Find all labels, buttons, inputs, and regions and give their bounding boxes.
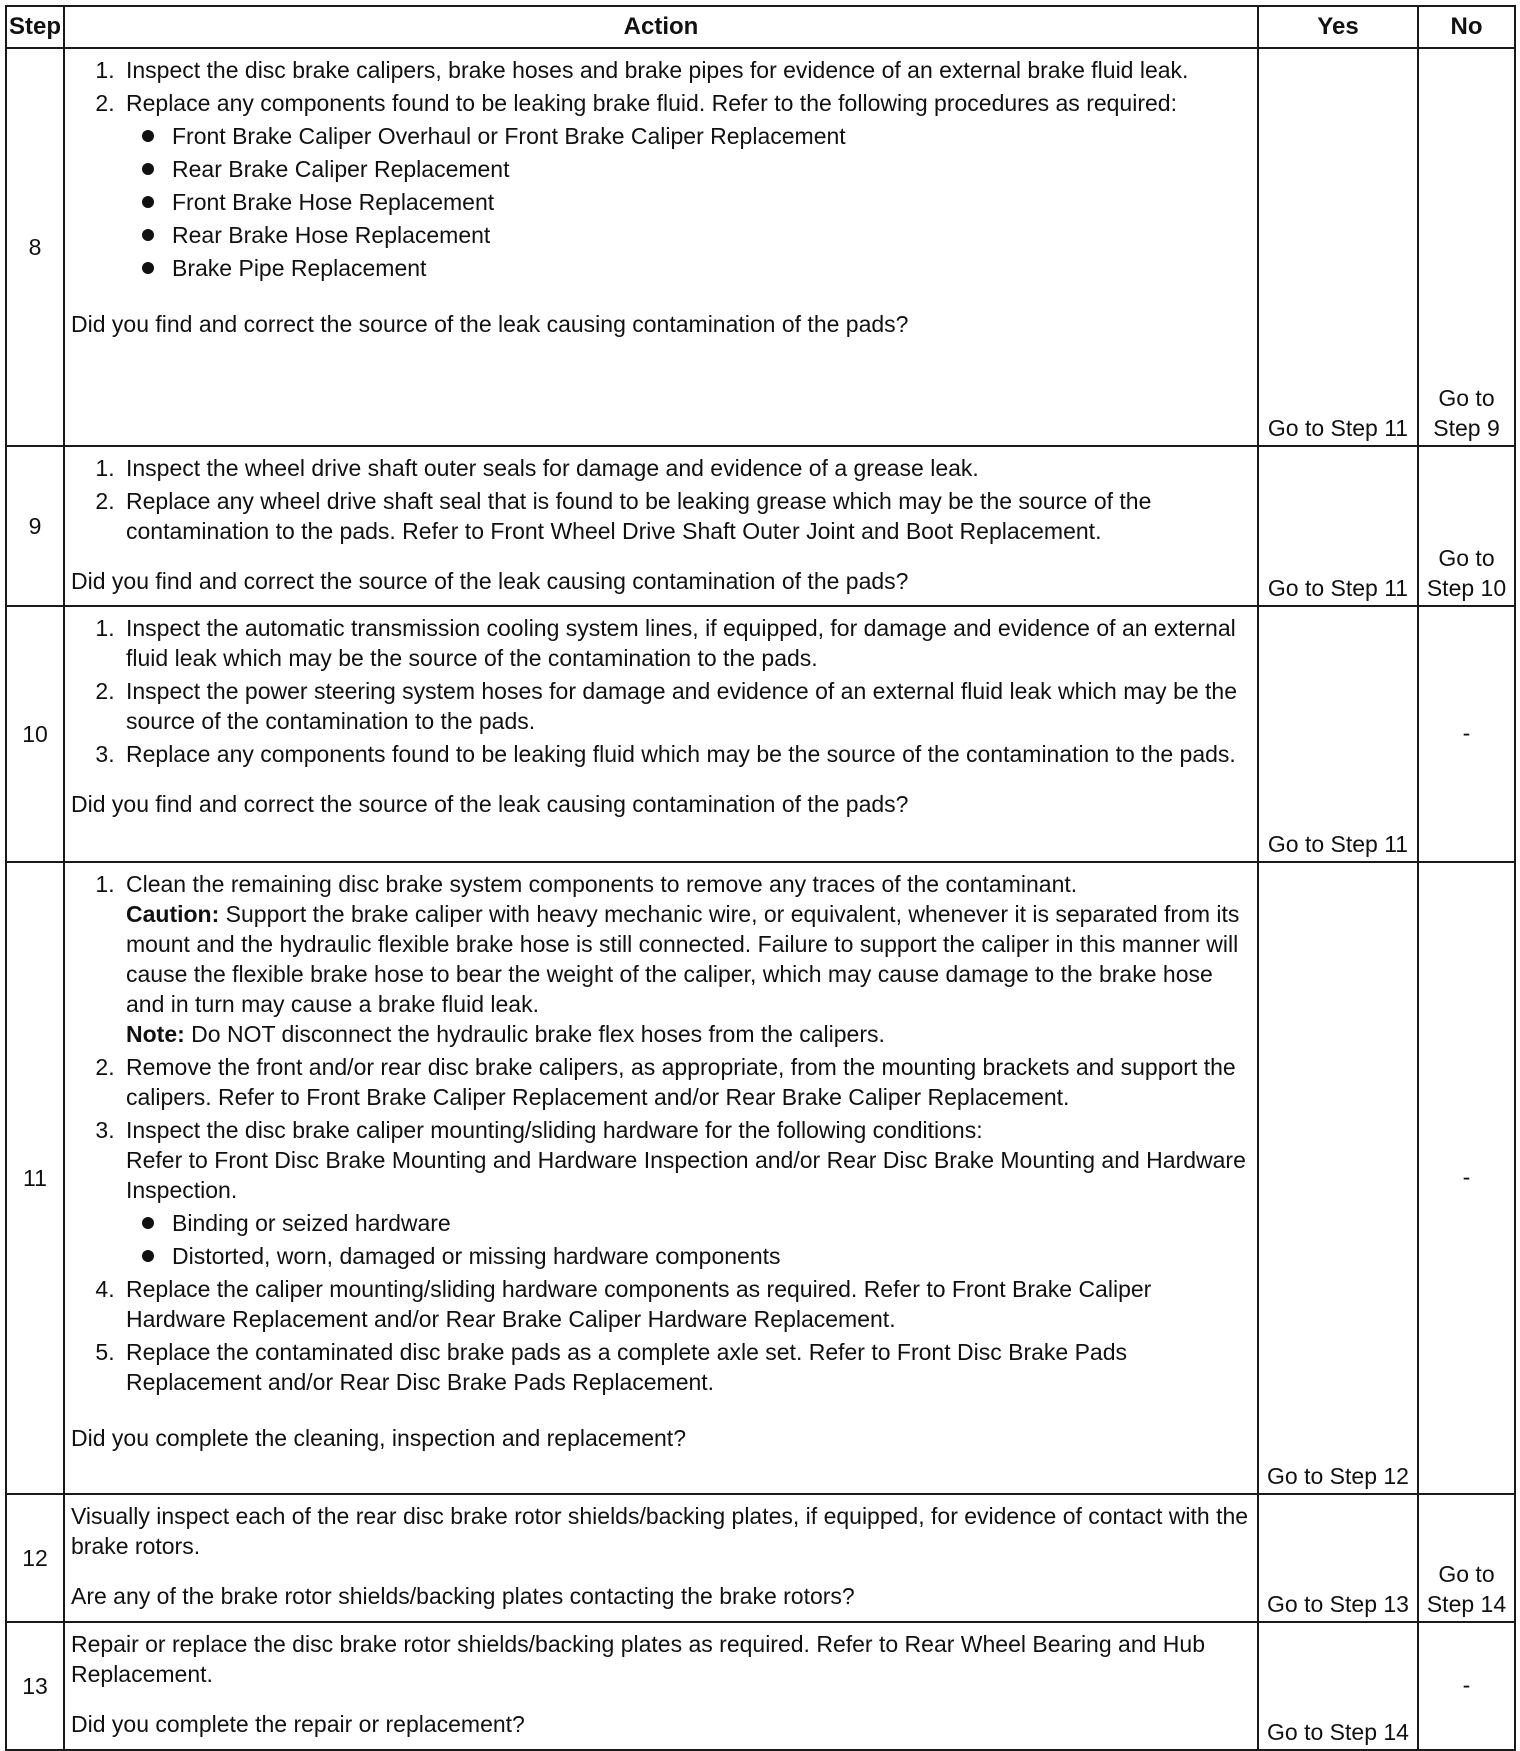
- item-text: Inspect the automatic transmission cooling system lines, if equipped, for damage and evidence of an external fluid leak which may be the source of the contamination to the pads.: [126, 615, 1236, 671]
- table-row: [6, 1494, 1515, 1622]
- yes-cell: Go to Step 14: [1258, 1622, 1418, 1750]
- step-number: 13: [6, 1622, 64, 1750]
- action-cell: [64, 862, 1258, 1494]
- list-item: [121, 676, 1249, 736]
- bullet-item: Front Brake Hose Replacement: [172, 187, 1249, 217]
- caution-label: Caution:: [126, 901, 220, 927]
- item-text: Replace the caliper mounting/sliding hardware components as required. Refer to Front Brake Caliper Hardware Replacement and/or Rear Brake Caliper Hardware Replacement.: [126, 1276, 1152, 1332]
- bullet-item: Rear Brake Caliper Replacement: [172, 154, 1249, 184]
- list-item: [121, 1337, 1249, 1397]
- action-cell: [64, 606, 1258, 862]
- question-text: Did you complete the cleaning, inspection and replacement?: [71, 1425, 686, 1451]
- list-item: [121, 1115, 1249, 1271]
- list-item: [121, 88, 1249, 283]
- item-text: Replace any components found to be leaking fluid which may be the source of the contamination to the pads.: [126, 741, 1236, 767]
- list-item: [121, 453, 1249, 483]
- action-list: [71, 613, 1249, 769]
- diagnostic-table: [5, 5, 1516, 1751]
- action-cell: [64, 48, 1258, 446]
- action-list: [71, 453, 1249, 546]
- item-text: Replace the contaminated disc brake pads as a complete axle set. Refer to Front Disc Brake Pads Replacement and/or Rear Disc Brake Pads Replacement.: [126, 1339, 1128, 1395]
- table-row: [6, 446, 1515, 606]
- list-item: [121, 486, 1249, 546]
- action-cell: [64, 446, 1258, 606]
- caution-text: [126, 899, 1249, 1019]
- action-text: Visually inspect each of the rear disc brake rotor shields/backing plates, if equipped, for evidence of contact with the brake rotors.: [71, 1503, 1249, 1559]
- no-cell: Go to Step 9: [1418, 48, 1515, 446]
- no-cell: -: [1418, 606, 1515, 862]
- step-number: 8: [6, 48, 64, 446]
- bullet-list: [126, 1208, 1249, 1271]
- bullet-item: Front Brake Caliper Overhaul or Front Brake Caliper Replacement: [172, 121, 1249, 151]
- bullet-list: [126, 121, 1249, 283]
- item-text: Replace any components found to be leaking brake fluid. Refer to the following procedures as required:: [126, 90, 1177, 116]
- header-yes: Yes: [1258, 6, 1418, 48]
- item-text: Replace any wheel drive shaft seal that is found to be leaking grease which may be the source of the contamination to the pads. Refer to Front Wheel Drive Shaft Outer Joint and Boot Replacement.: [126, 488, 1152, 544]
- question-text: Did you find and correct the source of the leak causing contamination of the pads?: [71, 791, 909, 817]
- table-row: [6, 606, 1515, 862]
- list-item: [121, 869, 1249, 1049]
- item-extra-text: Refer to Front Disc Brake Mounting and Hardware Inspection and/or Rear Disc Brake Mounting and Hardware Inspection.: [126, 1147, 1246, 1203]
- item-text: Inspect the power steering system hoses for damage and evidence of an external fluid leak which may be the source of the contamination to the pads.: [126, 678, 1238, 734]
- header-no: No: [1418, 6, 1515, 48]
- list-item: [121, 55, 1249, 85]
- note-text: [126, 1019, 1249, 1049]
- action-cell: [64, 1622, 1258, 1750]
- action-list: [71, 869, 1249, 1397]
- yes-cell: Go to Step 13: [1258, 1494, 1418, 1622]
- table-row: [6, 1622, 1515, 1750]
- list-item: [121, 1274, 1249, 1334]
- note-label: Note:: [126, 1021, 185, 1047]
- caution-body: Support the brake caliper with heavy mechanic wire, or equivalent, whenever it is separated from its mount and the hydraulic flexible brake hose is still connected. Failure to support the caliper in this manner will cause the flexible brake hose to bear the weight of the caliper, which may cause damage to the brake hose and in turn may cause a brake fluid leak.: [126, 901, 1240, 1017]
- question-text: Did you find and correct the source of the leak causing contamination of the pads?: [71, 568, 909, 594]
- step-number: 10: [6, 606, 64, 862]
- table-row: [6, 862, 1515, 1494]
- header-action: Action: [64, 6, 1258, 48]
- step-number: 11: [6, 862, 64, 1494]
- yes-cell: Go to Step 12: [1258, 862, 1418, 1494]
- question-text: Are any of the brake rotor shields/backing plates contacting the brake rotors?: [71, 1583, 855, 1609]
- list-item: [121, 1052, 1249, 1112]
- yes-cell: Go to Step 11: [1258, 446, 1418, 606]
- item-text: Inspect the wheel drive shaft outer seals for damage and evidence of a grease leak.: [126, 455, 979, 481]
- yes-cell: Go to Step 11: [1258, 606, 1418, 862]
- note-body: Do NOT disconnect the hydraulic brake flex hoses from the calipers.: [191, 1021, 885, 1047]
- item-text: Clean the remaining disc brake system components to remove any traces of the contaminant.: [126, 871, 1078, 897]
- action-list: [71, 55, 1249, 283]
- step-number: 9: [6, 446, 64, 606]
- no-cell: Go to Step 10: [1418, 446, 1515, 606]
- no-cell: -: [1418, 862, 1515, 1494]
- bullet-item: Distorted, worn, damaged or missing hardware components: [172, 1241, 1249, 1271]
- question-text: Did you find and correct the source of the leak causing contamination of the pads?: [71, 311, 909, 337]
- bullet-item: Binding or seized hardware: [172, 1208, 1249, 1238]
- step-number: 12: [6, 1494, 64, 1622]
- question-text: Did you complete the repair or replacement?: [71, 1711, 525, 1737]
- item-text: Remove the front and/or rear disc brake calipers, as appropriate, from the mounting brackets and support the calipers. Refer to Front Brake Caliper Replacement and/or Rear Brake Caliper Replacement.: [126, 1054, 1236, 1110]
- header-row: [6, 6, 1515, 48]
- no-cell: Go to Step 14: [1418, 1494, 1515, 1622]
- action-cell: [64, 1494, 1258, 1622]
- no-cell: -: [1418, 1622, 1515, 1750]
- list-item: [121, 613, 1249, 673]
- table-row: [6, 48, 1515, 446]
- item-text: Inspect the disc brake caliper mounting/sliding hardware for the following conditions:: [126, 1117, 983, 1143]
- yes-cell: Go to Step 11: [1258, 48, 1418, 446]
- header-step: Step: [6, 6, 64, 48]
- list-item: [121, 739, 1249, 769]
- action-text: Repair or replace the disc brake rotor shields/backing plates as required. Refer to Rear Wheel Bearing and Hub Replacement.: [71, 1631, 1205, 1687]
- bullet-item: Brake Pipe Replacement: [172, 253, 1249, 283]
- item-text: Inspect the disc brake calipers, brake hoses and brake pipes for evidence of an external brake fluid leak.: [126, 57, 1189, 83]
- bullet-item: Rear Brake Hose Replacement: [172, 220, 1249, 250]
